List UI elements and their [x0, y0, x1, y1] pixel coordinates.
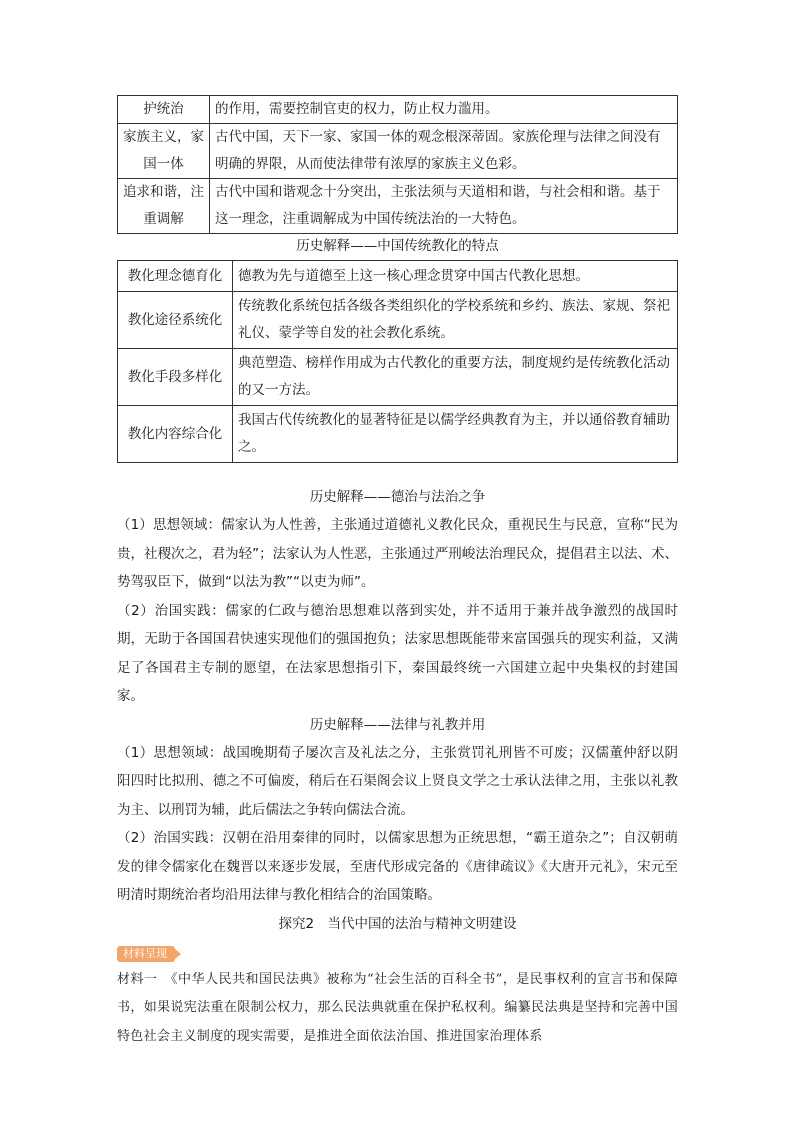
- row-label: 教化内容综合化: [118, 406, 233, 463]
- row-text: 的作用，需要控制官吏的权力，防止权力滥用。: [210, 96, 678, 124]
- education-features-table: [117, 260, 678, 463]
- table-row: [118, 96, 678, 124]
- table-row: [118, 292, 678, 349]
- badge-label: 材料呈现: [123, 946, 167, 960]
- material-badge: [117, 946, 175, 962]
- paragraph: （2）治国实践：汉朝在沿用秦律的同时，以儒家思想为正统思想，“霸王道杂之”；自汉朝萌发的律令儒家化在魏晋以来逐步发展，至唐代形成完备的《唐律疏议》《大唐开元礼》，宋元至明清时期统治者均沿用法律与教化相结合的治国策略。: [117, 830, 678, 903]
- table-caption: 历史解释——中国传统教化的特点: [296, 238, 499, 254]
- table-row: [118, 406, 678, 463]
- row-label: 教化理念德育化: [118, 261, 233, 292]
- section-title: 历史解释——法律与礼教并用: [309, 716, 486, 733]
- row-text: 古代中国和谐观念十分突出，主张法须与天道相和谐，与社会相和谐。基于这一理念，注重调解成为中国传统法治的一大特色。: [210, 179, 678, 234]
- table-row: [118, 349, 678, 406]
- row-label: 护统治: [118, 96, 210, 124]
- explore-title: 探究2 当代中国的法治与精神文明建设: [278, 915, 517, 932]
- row-text: 我国古代传统教化的显著特征是以儒学经典教育为主，并以通俗教育辅助之。: [233, 406, 678, 463]
- paragraph: （2）治国实践：儒家的仁政与德治思想难以落到实处，并不适用于兼并战争激烈的战国时期，无助于各国国君快速实现他们的强国抱负；法家思想既能带来富国强兵的现实利益，又满足了各国君主专制的愿望，在法家思想指引下，秦国最终统一六国建立起中央集权的封建国家。: [117, 602, 678, 704]
- row-text: 典范塑造、榜样作用成为古代教化的重要方法，制度规约是传统教化活动的又一方法。: [233, 349, 678, 406]
- row-text: 传统教化系统包括各级各类组织化的学校系统和乡约、族法、家规、祭祀礼仪、蒙学等自发的社会教化系统。: [233, 292, 678, 349]
- table-row: [118, 124, 678, 179]
- row-text: 德教为先与道德至上这一核心理念贯穿中国古代教化思想。: [233, 261, 678, 292]
- row-label: 追求和谐，注重调解: [118, 179, 210, 234]
- row-label: 教化途径系统化: [118, 292, 233, 349]
- paragraph: （1）思想领域：战国晚期荀子屡次言及礼法之分，主张赏罚礼刑皆不可废；汉儒董仲舒以阴阳四时比拟刑、德之不可偏废，稍后在石渠阁会议上贤良文学之士承认法律之用，主张以礼教为主、以刑罚为辅，此后儒法之争转向儒法合流。: [117, 744, 678, 818]
- row-label: 家族主义，家国一体: [118, 124, 210, 179]
- row-text: 古代中国，天下一家、家国一体的观念根深蒂固。家族伦理与法律之间没有明确的界限，从而使法律带有浓厚的家族主义色彩。: [210, 124, 678, 179]
- material-paragraph: 材料一 《中华人民共和国民法典》被称为“社会生活的百科全书”，是民事权利的宣言书和保障书，如果说宪法重在限制公权力，那么民法典就重在保护私权利。编纂民法典是坚持和完善中国特色社会主义制度的现实需要，是推进全面依法治国、推进国家治理体系: [117, 971, 678, 1044]
- paragraph: （1）思想领域：儒家认为人性善，主张通过道德礼义教化民众，重视民生与民意，宣称“民为贵，社稷次之，君为轻”；法家认为人性恶，主张通过严刑峻法治理民众，提倡君主以法、术、势驾驭臣下，做到“以法为教”“以吏为师”。: [117, 517, 678, 590]
- row-label: 教化手段多样化: [118, 349, 233, 406]
- table-row: [118, 179, 678, 234]
- section-title: 历史解释——德治与法治之争: [309, 489, 486, 505]
- badge-arrow-icon: [175, 949, 181, 959]
- page-content: [117, 95, 678, 1051]
- table-row: [118, 261, 678, 292]
- legal-tradition-table: [117, 95, 678, 234]
